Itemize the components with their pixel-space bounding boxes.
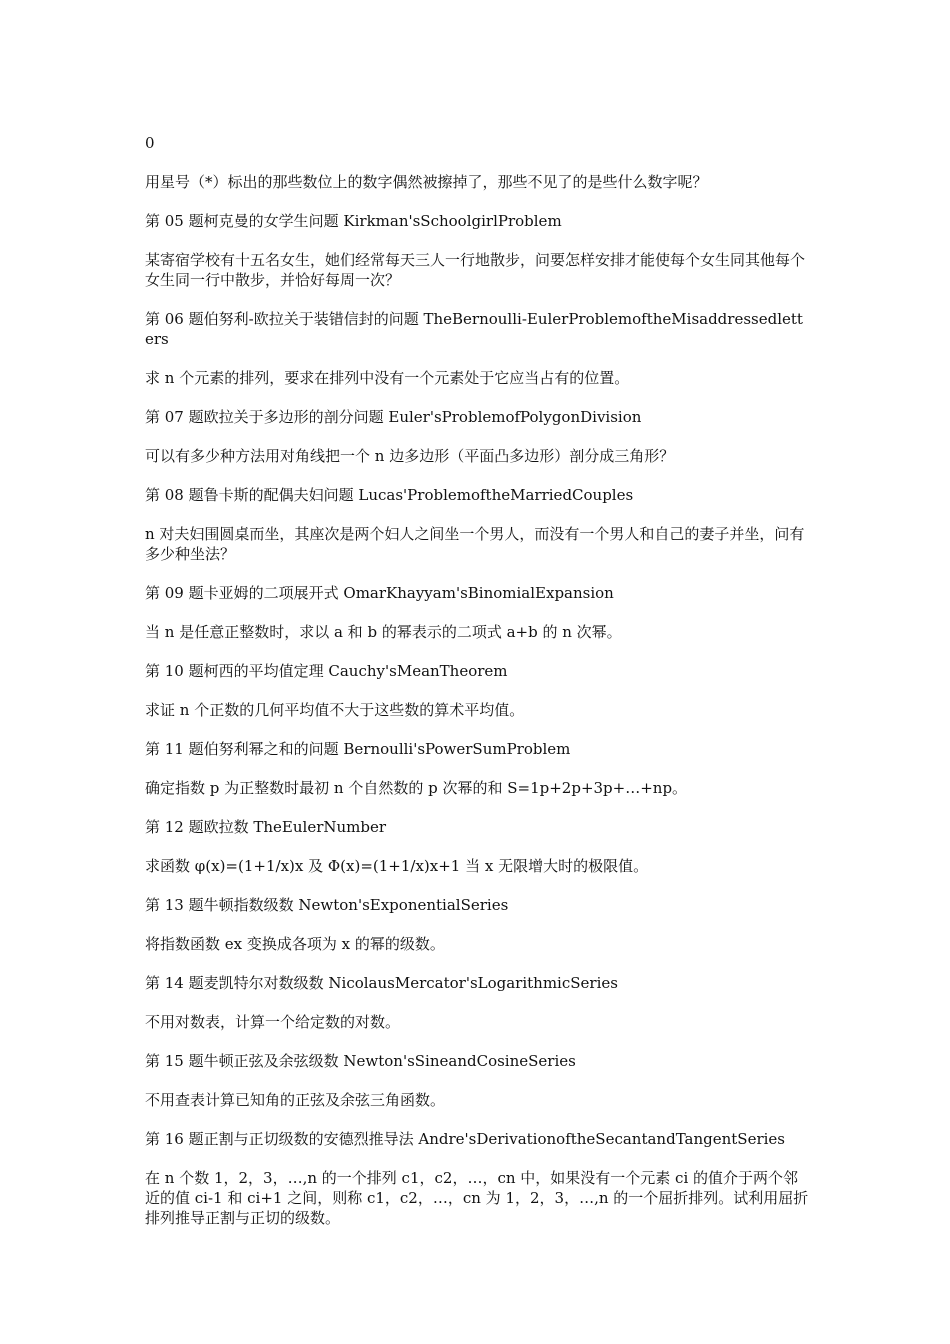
problem-11-question: 确定指数 p 为正整数时最初 n 个自然数的 p 次幂的和 S=1p+2p+3p+…+np。 <box>145 779 688 797</box>
problem-11-title: 第 11 题伯努利幂之和的问题 Bernoulli'sPowerSumProblem <box>145 740 571 758</box>
problem-15-title: 第 15 题牛顿正弦及余弦级数 Newton'sSineandCosineSeries <box>145 1052 576 1070</box>
problem-09-question: 当 n 是任意正整数时，求以 a 和 b 的幂表示的二项式 a+b 的 n 次幂。 <box>145 623 622 641</box>
document-page <box>145 133 810 1247</box>
problem-16-title: 第 16 题正割与正切级数的安德烈推导法 Andre'sDerivationoftheSecantandTangentSeries <box>145 1130 786 1148</box>
problem-05-title: 第 05 题柯克曼的女学生问题 Kirkman'sSchoolgirlProblem <box>145 212 562 230</box>
problem-07-question: 可以有多少种方法用对角线把一个 n 边多边形（平面凸多边形）剖分成三角形？ <box>145 447 675 465</box>
problem-06-title: 第 06 题伯努利-欧拉关于装错信封的问题 TheBernoulli-EulerProblemoftheMisaddressedletters <box>145 310 803 348</box>
problem-08-question: n 对夫妇围圆桌而坐，其座次是两个妇人之间坐一个男人，而没有一个男人和自己的妻子并坐，问有多少种坐法？ <box>145 525 805 563</box>
problem-09-title: 第 09 题卡亚姆的二项展开式 OmarKhayyam'sBinomialExpansion <box>145 584 614 602</box>
problem-16-question: 在 n 个数 1，2，3，…,n 的一个排列 c1，c2，…，cn 中，如果没有一个元素 ci 的值介于两个邻近的值 ci-1 和 ci+1 之间，则称 c1，c2，…，cn 为 1，2，3，…,n 的一个屈折排列。试利用屈折排列推导正割与正切的级数。 <box>145 1169 809 1227</box>
problem-05-question: 某寄宿学校有十五名女生，她们经常每天三人一行地散步，问要怎样安排才能使每个女生同其他每个女生同一行中散步，并恰好每周一次？ <box>145 251 806 289</box>
problem-04-question: 用星号（*）标出的那些数位上的数字偶然被擦掉了，那些不见了的是些什么数字呢？ <box>145 173 708 191</box>
problem-06-question: 求 n 个元素的排列，要求在排列中没有一个元素处于它应当占有的位置。 <box>145 369 630 387</box>
problem-15-question: 不用查表计算已知角的正弦及余弦三角函数。 <box>145 1091 446 1109</box>
problem-14-question: 不用对数表，计算一个给定数的对数。 <box>145 1013 401 1031</box>
problem-14-title: 第 14 题麦凯特尔对数级数 NicolausMercator'sLogarithmicSeries <box>145 974 618 992</box>
problem-13-title: 第 13 题牛顿指数级数 Newton'sExponentialSeries <box>145 896 509 914</box>
problem-13-question: 将指数函数 ex 变换成各项为 x 的幂的级数。 <box>145 935 445 953</box>
problem-12-title: 第 12 题欧拉数 TheEulerNumber <box>145 818 387 836</box>
problem-07-title: 第 07 题欧拉关于多边形的剖分问题 Euler'sProblemofPolygonDivision <box>145 408 642 426</box>
problem-12-question: 求函数 φ(x)=(1+1/x)x 及 Φ(x)=(1+1/x)x+1 当 x 无限增大时的极限值。 <box>145 857 649 875</box>
problem-10-title: 第 10 题柯西的平均值定理 Cauchy'sMeanTheorem <box>145 662 508 680</box>
stray-digit: 0 <box>145 134 155 152</box>
problem-08-title: 第 08 题鲁卡斯的配偶夫妇问题 Lucas'ProblemoftheMarriedCouples <box>145 486 634 504</box>
problem-10-question: 求证 n 个正数的几何平均值不大于这些数的算术平均值。 <box>145 701 525 719</box>
